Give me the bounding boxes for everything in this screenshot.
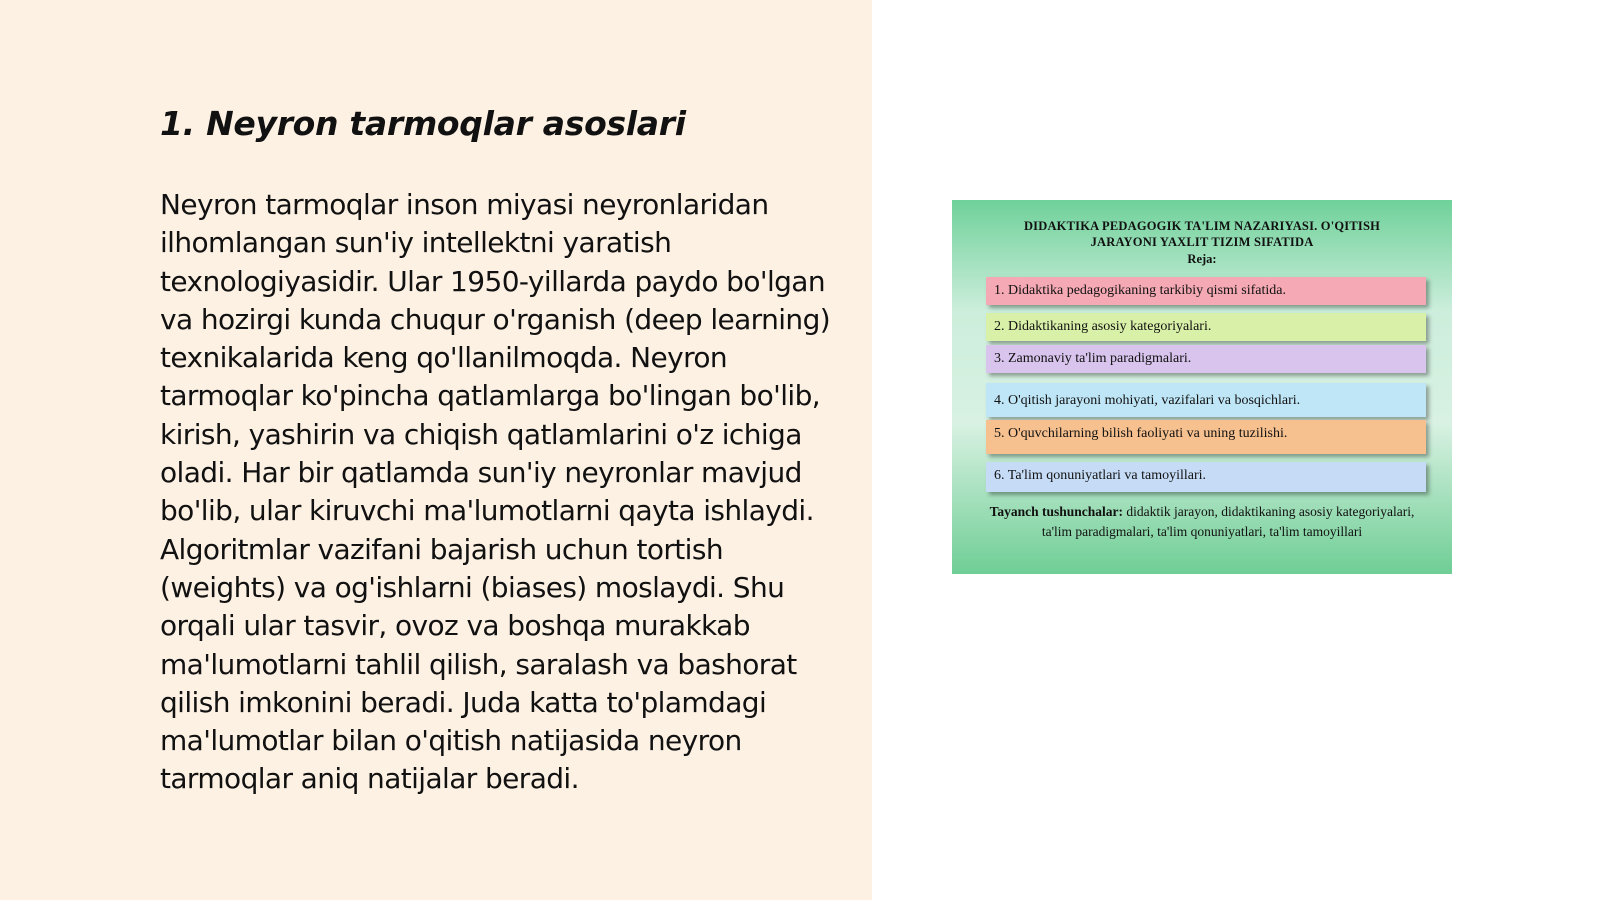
plan-item-3: 3. Zamonaviy ta'lim paradigmalari. (986, 345, 1426, 373)
image-footer (982, 502, 1422, 542)
image-footer-label: Tayanch tushunchalar: (989, 504, 1124, 519)
plan-item-6: 6. Ta'lim qonuniyatlari va tamoyillari. (986, 462, 1426, 492)
image-subheading: Reja: (1187, 252, 1217, 266)
image-heading-line-2: JARAYONI YAXLIT TIZIM SIFATIDA (1090, 235, 1314, 249)
plan-item-5: 5. O'quvchilarning bilish faoliyati va uning tuzilishi. (986, 420, 1426, 454)
image-footer-text: didaktik jarayon, didaktikaning asosiy kategoriyalari, ta'lim paradigmalari, ta'lim qonuniyatlari, ta'lim tamoyillari (1041, 504, 1415, 539)
embedded-slide-image (952, 200, 1452, 574)
slide-body-text: Neyron tarmoqlar inson miyasi neyronlaridan ilhomlangan sun'iy intellektni yaratish texnologiyasidir. Ular 1950-yillarda paydo bo'lgan va hozirgi kunda chuqur o'rganish (deep learning) texnikalarida keng qo'llanilmoqda. Neyron tarmoqlar ko'pincha qatlamlarga bo'lingan bo'lib, kirish, yashirin va chiqish qatlamlarini o'z ichiga oladi. Har bir qatlamda sun'iy neyronlar mavjud bo'lib, ular kiruvchi ma'lumotlarni qayta ishlaydi. Algoritmlar vazifani bajarish uchun tortish (weights) va og'ishlarni (biases) moslaydi. Shu orqali ular tasvir, ovoz va boshqa murakkab ma'lumotlarni tahlil qilish, saralash va bashorat qilish imkonini beradi. Juda katta to'plamdagi ma'lumotlar bilan o'qitish natijasida neyron tarmoqlar aniq natijalar beradi. (160, 188, 831, 796)
slide-title: 1. Neyron tarmoqlar asoslari (160, 104, 686, 143)
plan-item-4: 4. O'qitish jarayoni mohiyati, vazifalari va bosqichlari. (986, 383, 1426, 417)
plan-item-2: 2. Didaktikaning asosiy kategoriyalari. (986, 313, 1426, 341)
image-heading-line-1: DIDAKTIKA PEDAGOGIK TA'LIM NAZARIYASI. O'QITISH (1023, 219, 1381, 233)
plan-item-1: 1. Didaktika pedagogikaning tarkibiy qismi sifatida. (986, 277, 1426, 305)
image-heading (952, 218, 1452, 250)
